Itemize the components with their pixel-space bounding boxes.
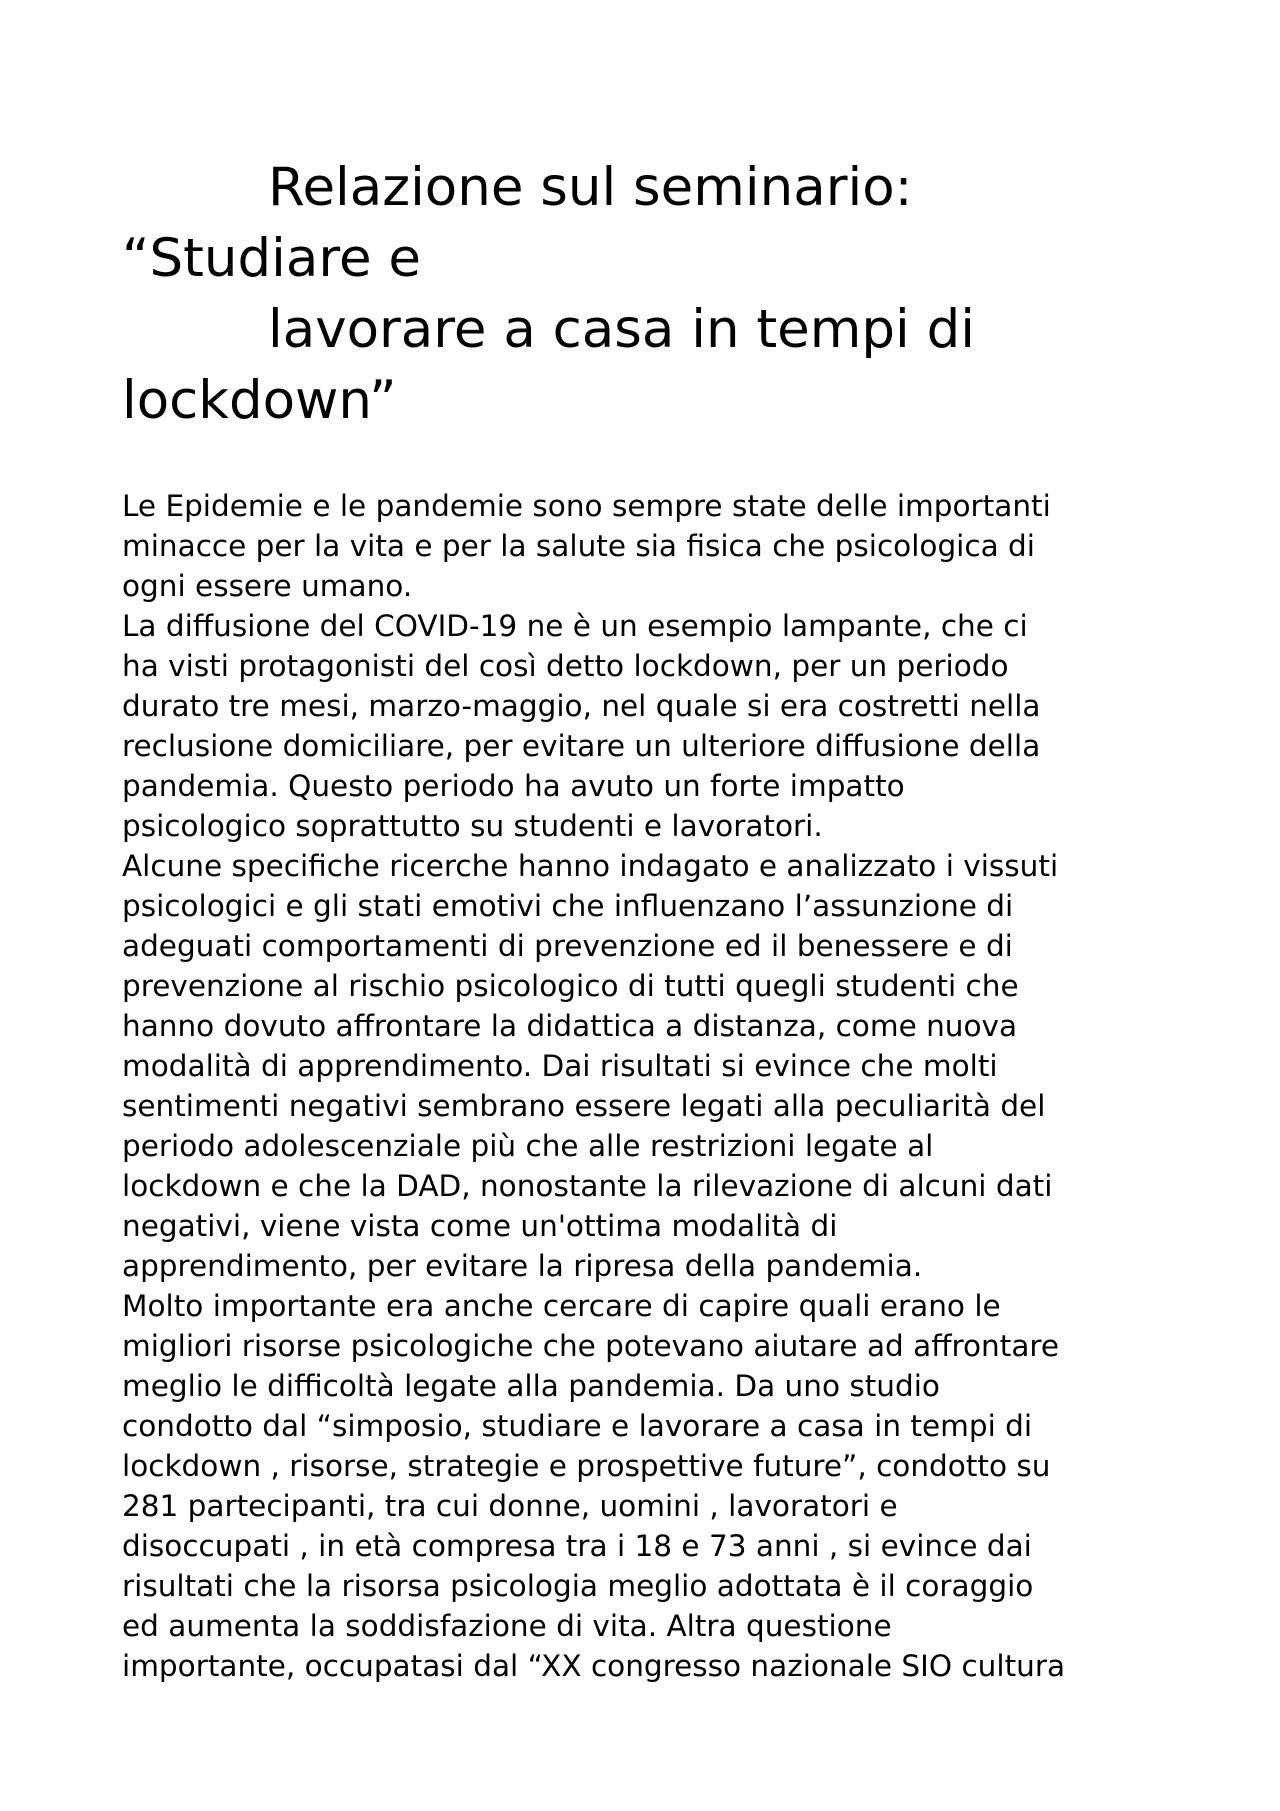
- text-line: minacce per la vita e per la salute sia fisica che psicologica di: [122, 529, 1035, 563]
- text-line: periodo adolescenziale più che alle restrizioni legate al: [122, 1129, 934, 1163]
- text-line: prevenzione al rischio psicologico di tutti quegli studenti che: [122, 969, 1019, 1003]
- text-line: lockdown , risorse, strategie e prospettive future”, condotto su: [122, 1449, 1051, 1483]
- text-line: condotto dal “simposio, studiare e lavorare a casa in tempi di: [122, 1409, 1033, 1443]
- title-line: lavorare a casa in tempi di: [268, 299, 975, 360]
- text-line: ogni essere umano.: [122, 569, 413, 603]
- paragraph: [122, 486, 1212, 606]
- text-line: sentimenti negativi sembrano essere legati alla peculiarità del: [122, 1089, 1046, 1123]
- text-line: modalità di apprendimento. Dai risultati si evince che molti: [122, 1049, 998, 1083]
- text-line: ha visti protagonisti del così detto lockdown, per un periodo: [122, 649, 1009, 683]
- title-line: Relazione sul seminario:: [268, 157, 913, 218]
- body-text: [122, 486, 1212, 1686]
- text-line: negativi, viene vista come un'ottima modalità di: [122, 1209, 838, 1243]
- text-line: ed aumenta la soddisfazione di vita. Altra questione: [122, 1609, 892, 1643]
- text-line: disoccupati , in età compresa tra i 18 e 73 anni , si evince dai: [122, 1529, 1032, 1563]
- text-line: durato tre mesi, marzo-maggio, nel quale si era costretti nella: [122, 689, 1041, 723]
- paragraph: [122, 1286, 1212, 1686]
- text-line: Molto importante era anche cercare di capire quali erano le: [122, 1289, 1001, 1323]
- text-line: hanno dovuto affrontare la didattica a distanza, come nuova: [122, 1009, 1018, 1043]
- paragraph: [122, 606, 1212, 846]
- page-title: [122, 152, 1182, 436]
- text-line: pandemia. Questo periodo ha avuto un forte impatto: [122, 769, 905, 803]
- text-line: adeguati comportamenti di prevenzione ed il benessere e di: [122, 929, 1013, 963]
- text-line: migliori risorse psicologiche che potevano aiutare ad affrontare: [122, 1329, 1060, 1363]
- text-line: lockdown e che la DAD, nonostante la rilevazione di alcuni dati: [122, 1169, 1053, 1203]
- text-line: Le Epidemie e le pandemie sono sempre state delle importanti: [122, 489, 1051, 523]
- text-line: psicologici e gli stati emotivi che influenzano l’assunzione di: [122, 889, 1014, 923]
- text-line: La diffusione del COVID-19 ne è un esempio lampante, che ci: [122, 609, 1028, 643]
- text-line: psicologico soprattutto su studenti e lavoratori.: [122, 809, 823, 843]
- title-line: lockdown”: [122, 370, 397, 431]
- text-line: importante, occupatasi dal “XX congresso nazionale SIO cultura: [122, 1649, 1066, 1683]
- text-line: reclusione domiciliare, per evitare un ulteriore diffusione della: [122, 729, 1041, 763]
- paragraph: [122, 846, 1212, 1286]
- text-line: apprendimento, per evitare la ripresa della pandemia.: [122, 1249, 923, 1283]
- title-line: “Studiare e: [122, 228, 422, 289]
- text-line: 281 partecipanti, tra cui donne, uomini , lavoratori e: [122, 1489, 898, 1523]
- text-line: Alcune specifiche ricerche hanno indagato e analizzato i vissuti: [122, 849, 1059, 883]
- text-line: meglio le difficoltà legate alla pandemia. Da uno studio: [122, 1369, 940, 1403]
- text-line: risultati che la risorsa psicologia meglio adottata è il coraggio: [122, 1569, 1034, 1603]
